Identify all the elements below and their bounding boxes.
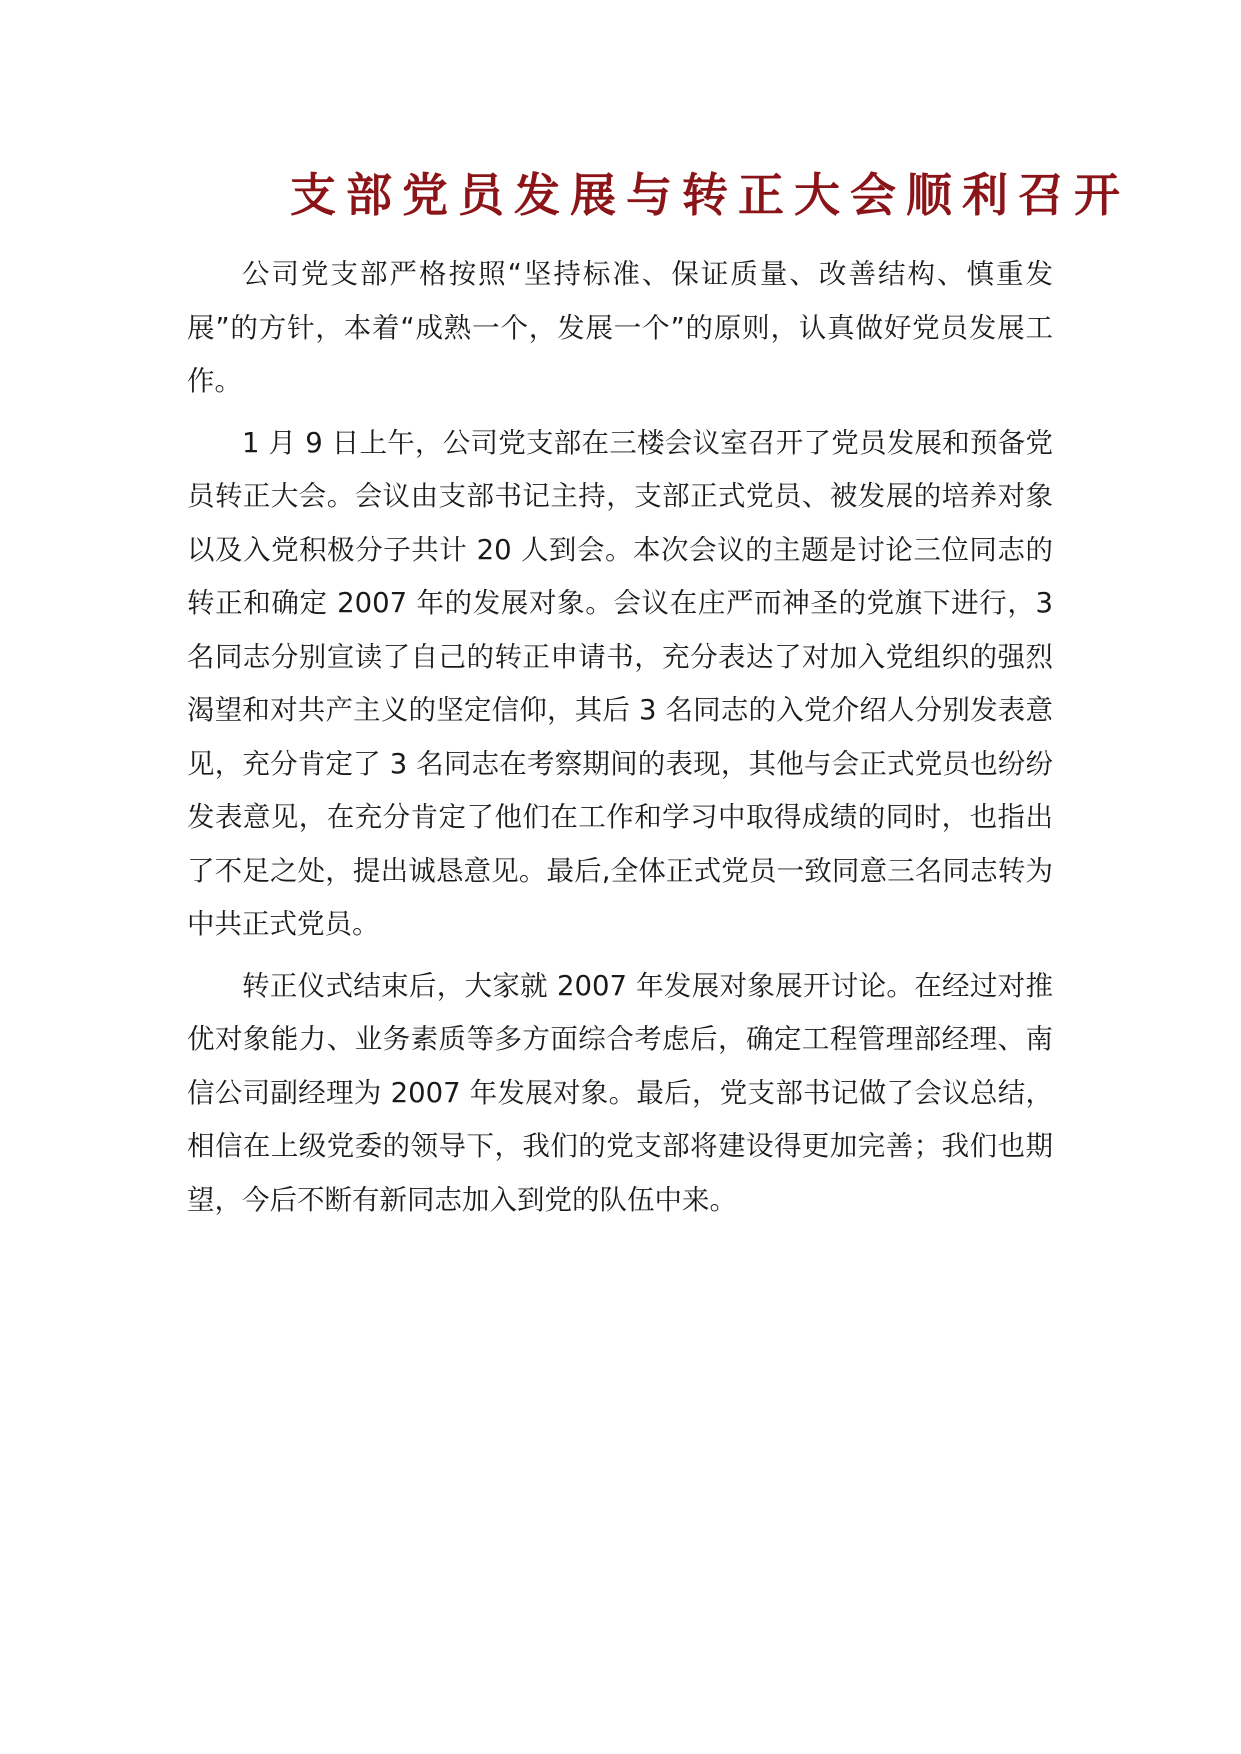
document-body [187,248,1053,1235]
paragraph-meeting: 1 月 9 日上午，公司党支部在三楼会议室召开了党员发展和预备党员转正大会。会议由支部书记主持，支部正式党员、被发展的培养对象以及入党积极分子共计 20 人到会。本次会议的主题是讨论三位同志的转正和确定 2007 年的发展对象。会议在庄严而神圣的党旗下进行，3 名同志分别宣读了自己的转正申请书，充分表达了对加入党组织的强烈渴望和对共产主义的坚定信仰，其后 3 名同志的入党介绍人分别发表意见，充分肯定了 3 名同志在考察期间的表现，其他与会正式党员也纷纷发表意见，在充分肯定了他们在工作和学习中取得成绩的同时，也指出了不足之处，提出诚恳意见。最后,全体正式党员一致同意三名同志转为中共正式党员。 [187,426,1053,940]
paragraph-intro: 公司党支部严格按照“坚持标准、保证质量、改善结构、慎重发展”的方针，本着“成熟一个，发展一个”的原则，认真做好党员发展工作。 [187,258,1053,397]
paragraph-conclusion: 转正仪式结束后，大家就 2007 年发展对象展开讨论。在经过对推优对象能力、业务素质等多方面综合考虑后，确定工程管理部经理、南信公司副经理为 2007 年发展对象。最后，党支部书记做了会议总结，相信在上级党委的领导下，我们的党支部将建设得更加完善；我们也期望，今后不断有新同志加入到党的队伍中来。 [187,969,1053,1216]
document-title: 支部党员发展与转正大会顺利召开 [290,168,1130,222]
